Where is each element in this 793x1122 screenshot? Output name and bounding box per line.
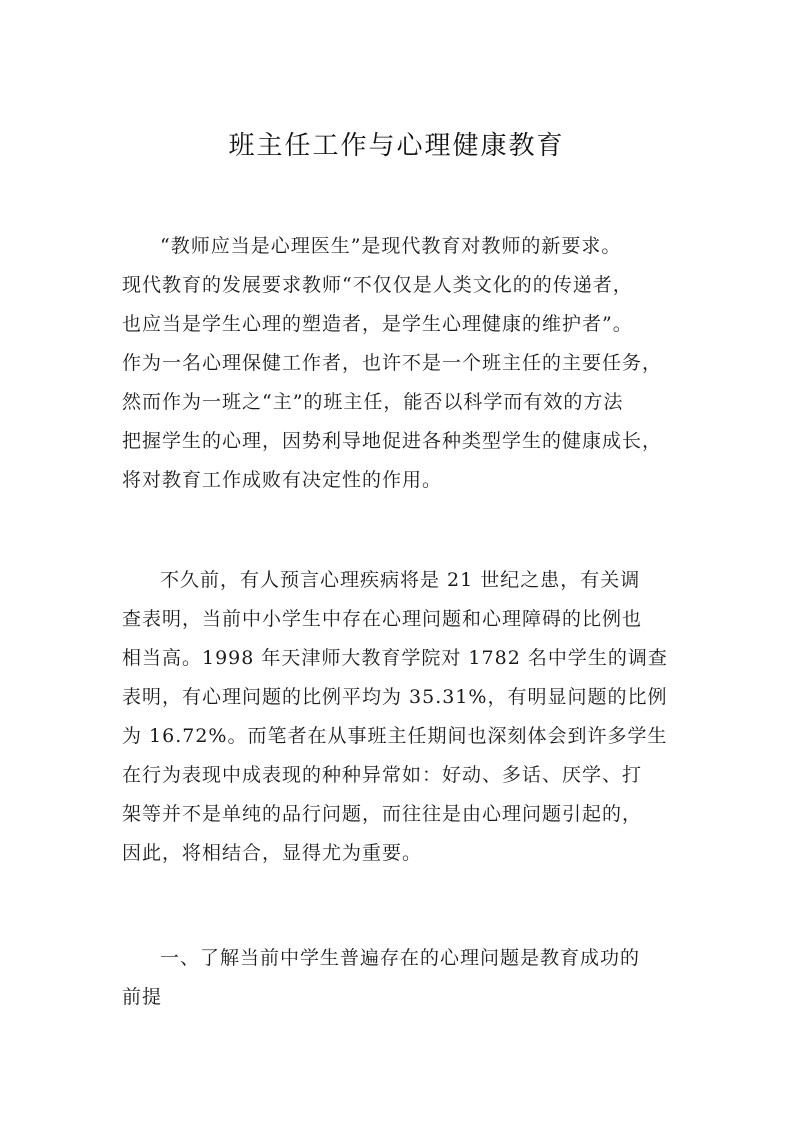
paragraph-line: 为 16.72%。而笔者在从事班主任期间也深刻体会到许多学生 — [122, 725, 668, 747]
paragraph-line: 然而作为一班之“主”的班主任，能否以科学而有效的方法 — [122, 391, 624, 413]
paragraph-line: 作为一名心理保健工作者，也许不是一个班主任的主要任务， — [122, 352, 663, 374]
paragraph-line: 现代教育的发展要求教师“不仅仅是人类文化的的传递者， — [122, 274, 633, 296]
paragraph-line: 也应当是学生心理的塑造者，是学生心理健康的维护者”。 — [122, 313, 633, 335]
paragraph-line: 一、了解当前中学生普遍存在的心理问题是教育成功的 — [160, 947, 641, 969]
paragraph-line: 前提 — [122, 986, 163, 1008]
paragraph-line: 将对教育工作成败有决定性的作用。 — [122, 469, 443, 491]
paragraph-line: 在行为表现中成表现的种种异常如：好动、多话、厌学、打 — [122, 764, 643, 786]
paragraph-line: 相当高。1998 年天津师大教育学院对 1782 名中学生的调查 — [122, 647, 668, 669]
paragraph-line: 架等并不是单纯的品行问题，而往往是由心理问题引起的， — [122, 803, 643, 825]
paragraph-line: 查表明，当前中小学生中存在心理问题和心理障碍的比例也 — [122, 608, 643, 630]
paragraph-line: 不久前，有人预言心理疾病将是 21 世纪之患，有关调 — [160, 569, 641, 591]
paragraph-line: “教师应当是心理医生”是现代教育对教师的新要求。 — [160, 235, 622, 257]
document-title: 班主任工作与心理健康教育 — [228, 131, 565, 161]
paragraph-line: 把握学生的心理，因势利导地促进各种类型学生的健康成长， — [122, 430, 663, 452]
paragraph-line: 表明，有心理问题的比例平均为 35.31%，有明显问题的比例 — [122, 686, 668, 708]
paragraph-line: 因此，将相结合，显得尤为重要。 — [122, 842, 423, 864]
